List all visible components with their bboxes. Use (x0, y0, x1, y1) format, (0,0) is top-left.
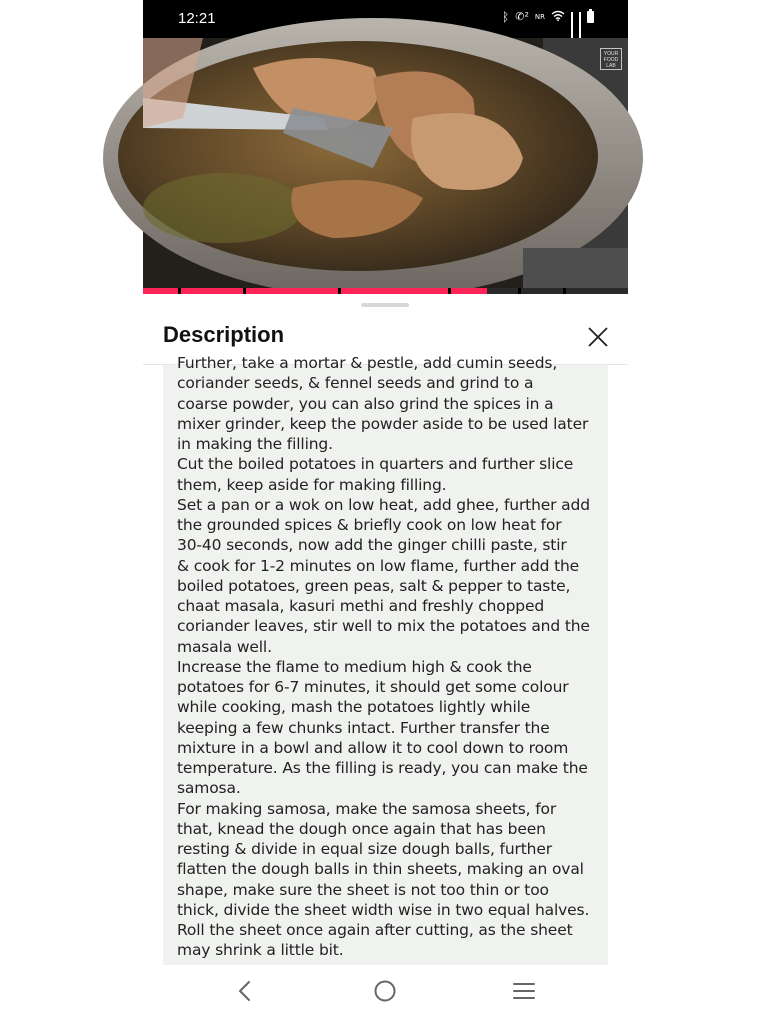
status-icons (502, 9, 594, 25)
sheet-title: Description (163, 322, 285, 347)
system-nav-bar (143, 966, 628, 1024)
sheet-drag-handle[interactable] (361, 303, 409, 307)
channel-logo: YOUR FOOD LAB (600, 48, 622, 70)
volte-icon: ✆² (515, 10, 529, 23)
recents-icon (502, 976, 546, 1006)
nav-back-button[interactable] (223, 976, 267, 1006)
description-text: Further, take a mortar & pestle, add cumin seeds, coriander seeds, & fennel seeds and grind to a coarse powder, you can also grind the spices in a mixer grinder, keep the powder aside to be used later in making the filling. Cut the boiled potatoes in quarters and further slice them, keep aside for making filling. Set a pan or a wok on low heat, add ghee, further add the grounded spices & briefly cook on low heat for 30-40 seconds, now add the ginger chilli paste, stir & cook for 1-2 minutes on low flame, further add the boiled potatoes, green peas, salt & pepper to taste, chaat masala, kasuri methi and freshly chopped coriander leaves, stir well to mix the potatoes and the masala well. Increase the flame to medium high & cook the potatoes for 6-7 minutes, it should get some colour while cooking, mash the potatoes lightly while keeping a few chunks intact. Further transfer the mixture in a bowl and allow it to cool down to room temperature. As the filling is ready, you can make the samosa. For making samosa, make the samosa sheets, for that, knead the dough once again that has been resting & divide in equal size dough balls, further flatten the dough balls in thin sheets, making an oval shape, make sure the sheet is not too thin or too thick, divide the sheet width wise in two equal halves. Roll the sheet once again after cutting, as the sheet may shrink a little bit. (177, 354, 590, 960)
bluetooth-icon: ᛒ (502, 10, 510, 24)
close-button[interactable] (585, 324, 611, 350)
description-scroll-area[interactable] (163, 354, 608, 965)
description-sheet (143, 294, 628, 1024)
close-icon (585, 324, 611, 350)
status-time: 12:21 (178, 10, 216, 27)
signal-icon (579, 12, 581, 23)
wifi-icon (551, 9, 565, 25)
back-icon (223, 976, 267, 1006)
home-icon (363, 976, 407, 1006)
phone-screen (143, 0, 628, 1024)
video-player[interactable] (143, 38, 628, 292)
signal-icon (571, 12, 573, 23)
nr-icon: NR (534, 13, 545, 21)
nav-home-button[interactable] (363, 976, 407, 1006)
video-frame (143, 38, 628, 292)
nav-recents-button[interactable] (502, 976, 546, 1006)
battery-icon (587, 11, 594, 23)
